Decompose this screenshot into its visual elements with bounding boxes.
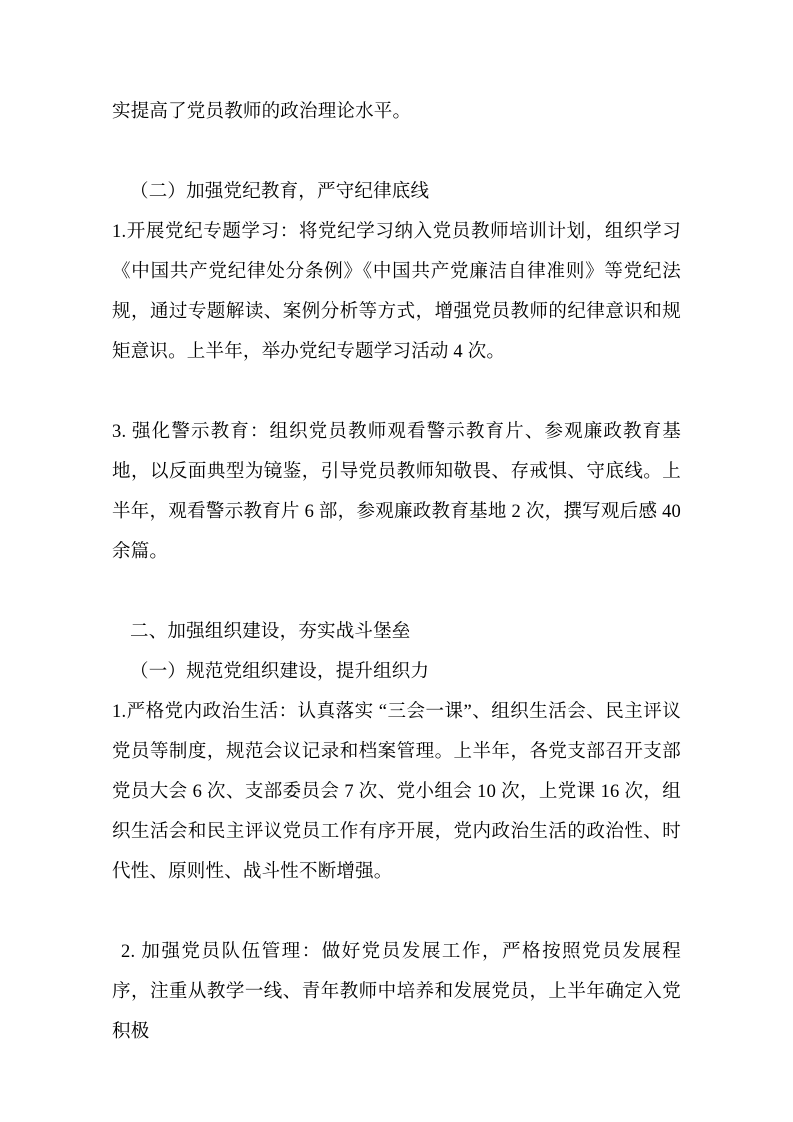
paragraph-continuation: 实提高了党员教师的政治理论水平。 — [112, 102, 412, 122]
paragraph-spacer — [112, 892, 681, 932]
section-heading-2-2: （二）加强党纪教育，严守纪律底线 — [130, 182, 430, 202]
section-heading-2: 二、加强组织建设，夯实战斗堡垒 — [130, 622, 411, 642]
paragraph-member-management: 2. 加强党员队伍管理：做好党员发展工作，严格按照党员发展程序，注重从教学一线、青年教师中培养和发展党员，上半年确定入党积极 — [112, 942, 681, 1042]
paragraph-spacer — [112, 572, 681, 612]
paragraph-party-discipline-study: 1.开展党纪专题学习：将党纪学习纳入党员教师培训计划，组织学习《中国共产党纪律处分条例》《中国共产党廉洁自律准则》等党纪法规，通过专题解读、案例分析等方式，增强党员教师的纪律意识和规矩意识。上半年，举办党纪专题学习活动 4 次。 — [112, 222, 681, 362]
paragraph-warning-education: 3. 强化警示教育：组织党员教师观看警示教育片、参观廉政教育基地，以反面典型为镜鉴，引导党员教师知敬畏、存戒惧、守底线。上半年，观看警示教育片 6 部，参观廉政教育基地 2 次，撰写观后感 40 余篇。 — [112, 422, 681, 562]
paragraph-inner-party-life: 1.严格党内政治生活：认真落实 “三会一课”、组织生活会、民主评议党员等制度，规范会议记录和档案管理。上半年，各党支部召开支部党员大会 6 次、支部委员会 7 次、党小组会 10 次，上党课 16 次，组织生活会和民主评议党员工作有序开展，党内政治生活的政治性、时代性、原则性、战斗性不断增强。 — [112, 702, 681, 882]
document-body — [112, 92, 681, 1052]
paragraph-spacer — [112, 132, 681, 172]
section-heading-2-1: （一）规范党组织建设，提升组织力 — [130, 662, 430, 682]
paragraph-spacer — [112, 372, 681, 412]
